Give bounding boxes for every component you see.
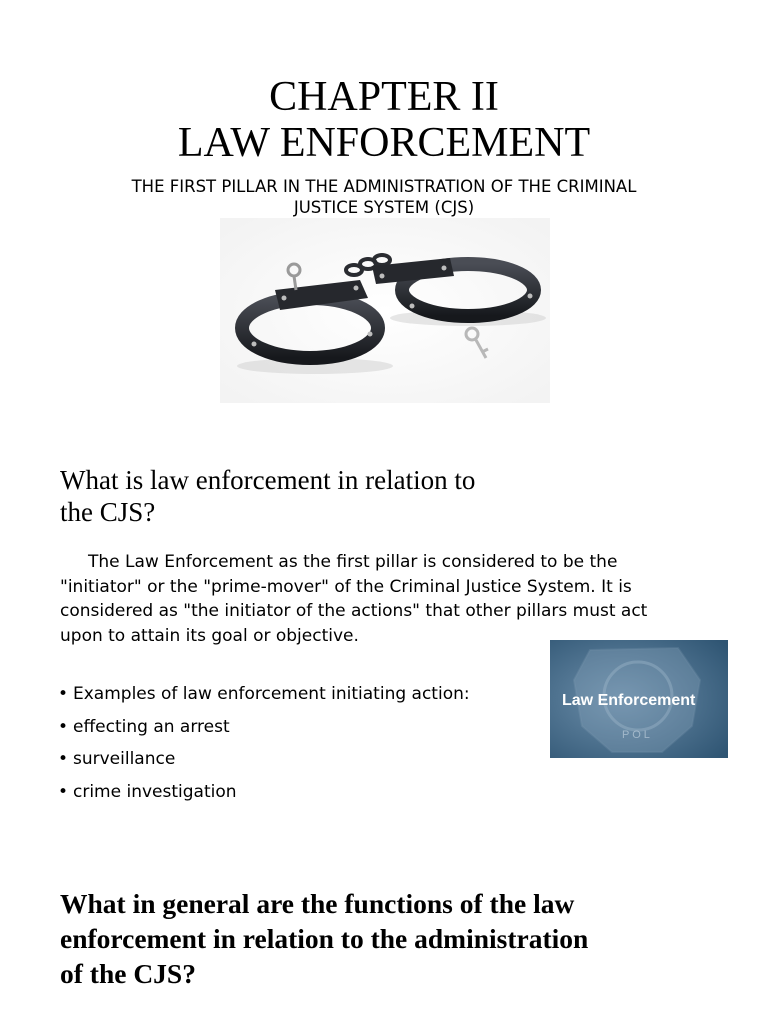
list-item: • crime investigation [58, 781, 237, 802]
chapter-title [0, 74, 768, 166]
paragraph-line2: "initiator" or the "prime-mover" of the Criminal Justice System. It is [60, 576, 632, 597]
paragraph-line4: upon to attain its goal or objective. [60, 625, 359, 646]
question2-line3: of the CJS? [60, 958, 196, 989]
examples-bullet-list [58, 680, 518, 810]
police-badge-icon [550, 640, 728, 758]
question-functions-of-law-enforcement [60, 886, 720, 991]
subtitle-line1: THE FIRST PILLAR IN THE ADMINISTRATION OF THE CRIMINAL [131, 177, 637, 196]
chapter-title-line1: CHAPTER II [269, 74, 499, 120]
chapter-title-line2: LAW ENFORCEMENT [177, 120, 591, 166]
list-item: • surveillance [58, 749, 176, 769]
badge-label: Law Enforcement [562, 692, 696, 709]
list-item: • effecting an arrest [58, 716, 230, 737]
handcuffs-image [220, 218, 550, 403]
chapter-subtitle [90, 176, 678, 218]
question2-line1: What in general are the functions of the law [60, 888, 575, 919]
list-item: • Examples of law enforcement initiating action: [58, 684, 470, 704]
definition-paragraph [60, 550, 700, 648]
question1-line2: the CJS? [60, 497, 156, 527]
paragraph-line1: The Law Enforcement as the first pillar is considered to be the [88, 552, 618, 572]
question2-line2: enforcement in relation to the administration [60, 923, 589, 954]
paragraph-line3: considered as "the initiator of the actions" that other pillars must act [60, 601, 648, 621]
question1-line1: What is law enforcement in relation to [60, 465, 476, 495]
subtitle-line2: JUSTICE SYSTEM (CJS) [293, 198, 475, 217]
law-enforcement-badge-image [550, 640, 728, 758]
question-what-is-law-enforcement [60, 464, 580, 528]
svg-text:P O L: P O L [622, 729, 650, 741]
handcuffs-icon [220, 218, 550, 403]
